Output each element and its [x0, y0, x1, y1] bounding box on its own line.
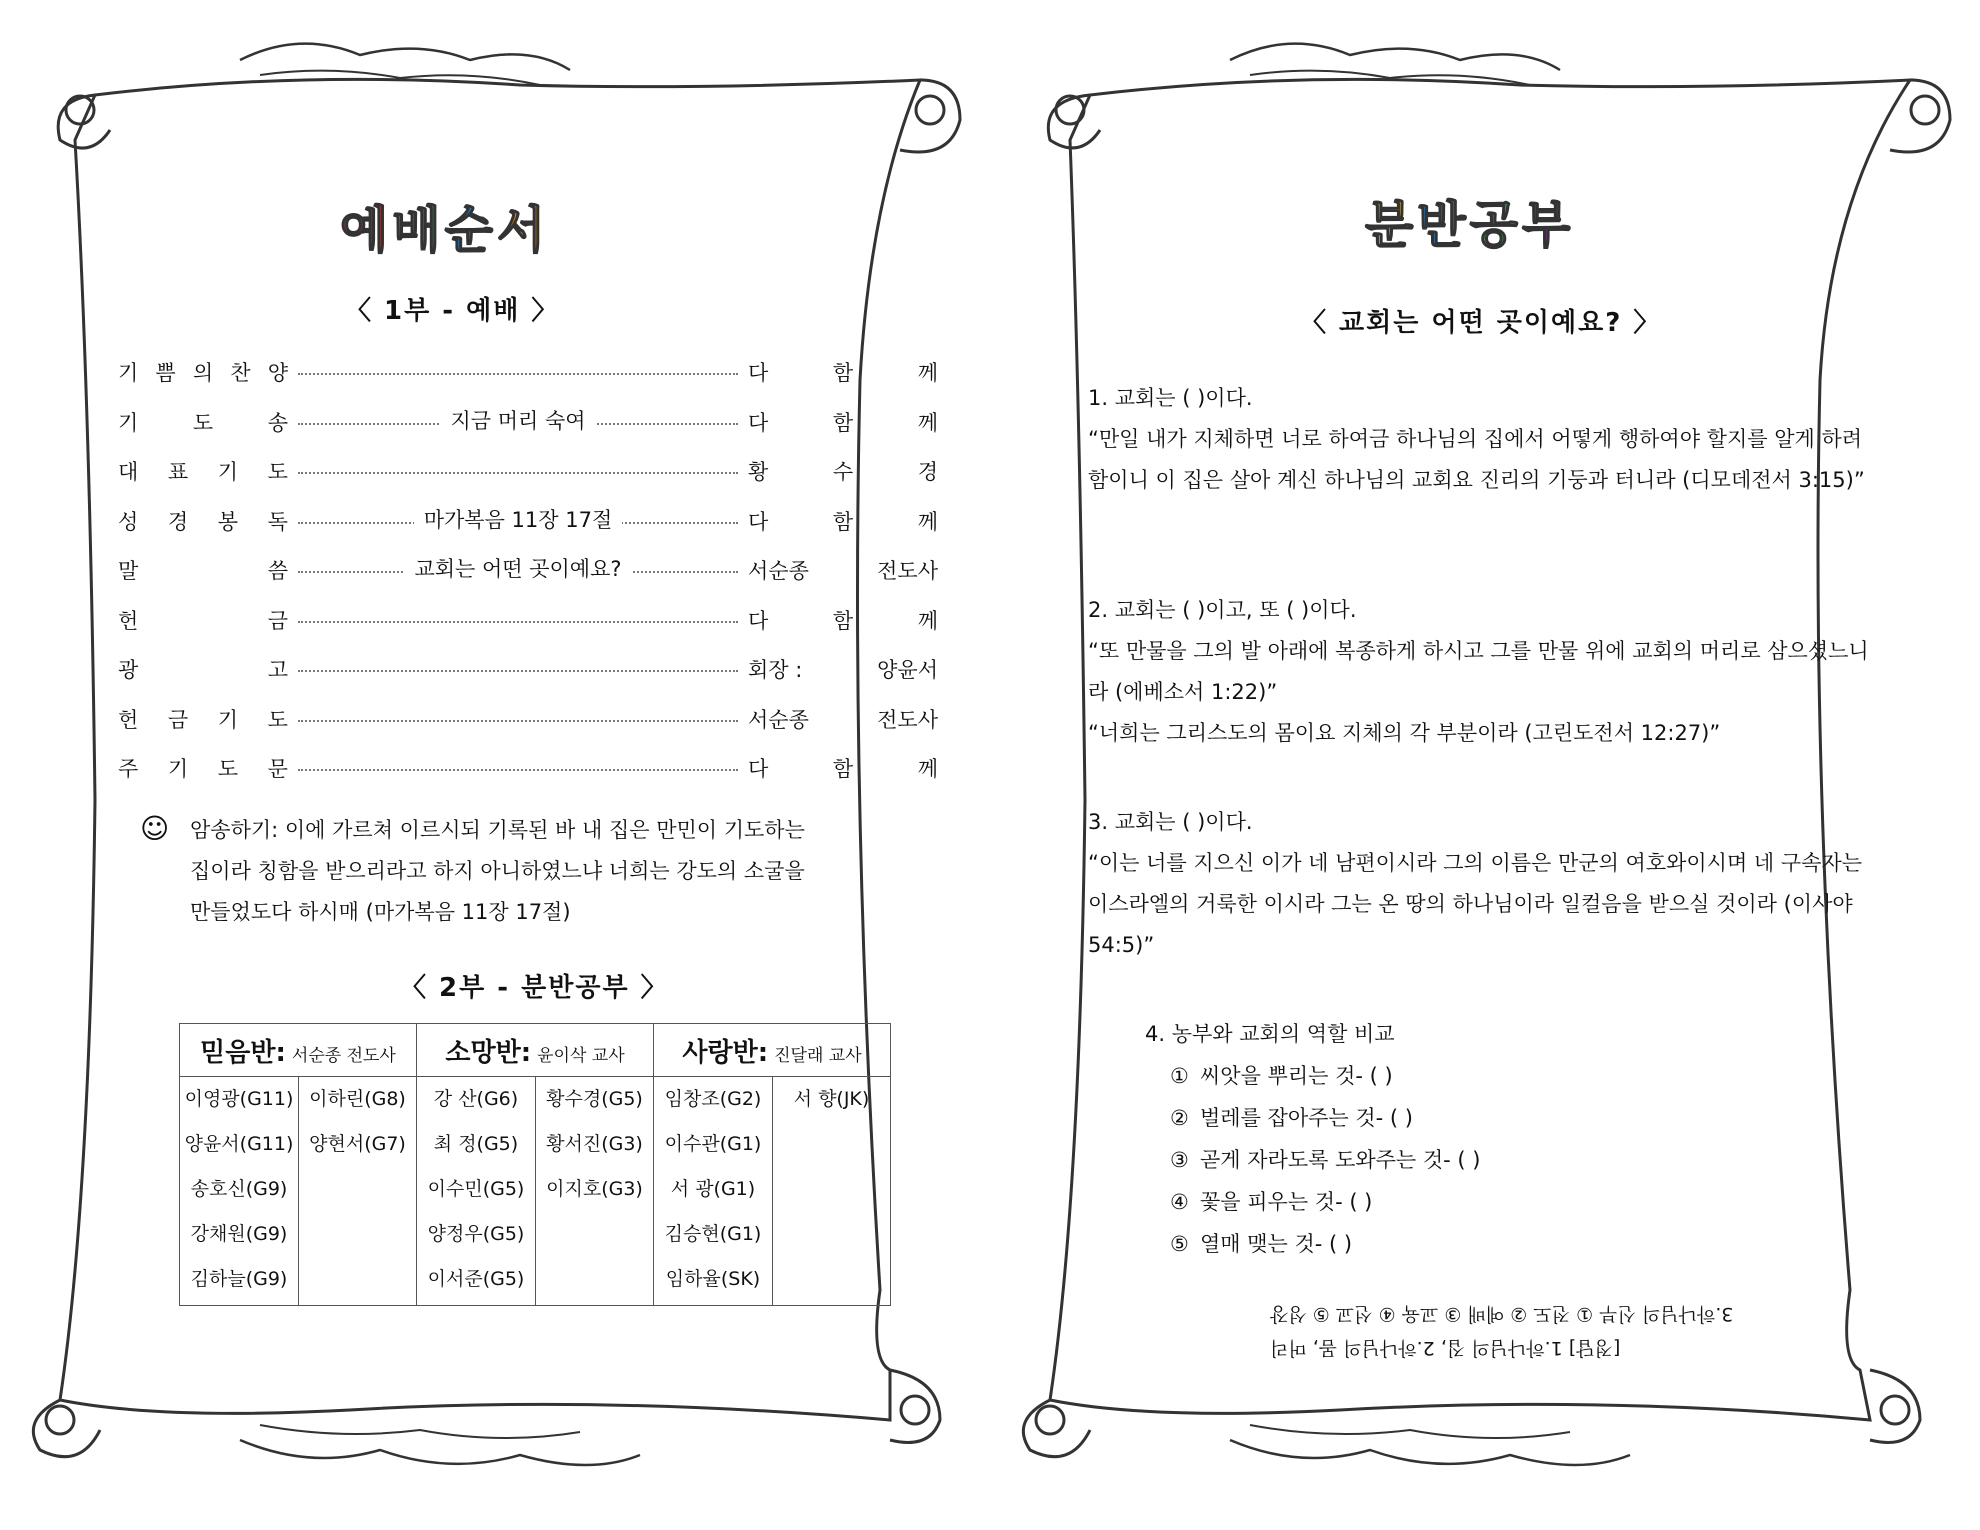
class-header	[180, 1024, 417, 1077]
order-row	[118, 456, 938, 496]
student-name: 이수민(G5)	[427, 1178, 525, 1200]
dotted-leader	[298, 472, 738, 474]
order-leader-part: 께	[917, 410, 938, 435]
order-detail	[298, 553, 738, 583]
order-label-char: 쁨	[155, 361, 176, 385]
title-char: 예	[340, 201, 393, 259]
student-name: 송호신(G9)	[190, 1178, 288, 1200]
role-item	[1170, 1223, 1481, 1265]
order-leader	[748, 555, 938, 585]
role-item	[1170, 1097, 1481, 1139]
order-label-char: 송	[267, 410, 288, 435]
order-label-char: 찬	[230, 361, 251, 385]
order-label-char: 금	[267, 608, 288, 633]
question-4	[1145, 1013, 1481, 1265]
question-2-head: 2. 교회는 ( )이고, 또 ( )이다.	[1088, 598, 1357, 622]
question-3-head: 3. 교회는 ( )이다.	[1088, 810, 1253, 834]
order-row	[118, 605, 938, 645]
question-4-items	[1145, 1055, 1481, 1265]
order-leader-part: 다	[748, 509, 769, 534]
student-name: 김승현(G1)	[664, 1223, 762, 1245]
order-label-char: 성	[118, 509, 139, 534]
order-leader-part: 전도사	[877, 559, 938, 583]
question-4-head: 4. 농부와 교회의 역할 비교	[1145, 1022, 1395, 1046]
order-label-char: 주	[118, 757, 139, 781]
class-teacher: 서순종 전도사	[291, 1045, 396, 1066]
class-header	[654, 1024, 891, 1077]
role-item	[1170, 1181, 1481, 1223]
answer-key	[1270, 1297, 1870, 1365]
dotted-leader	[298, 769, 738, 771]
order-leader-part: 께	[917, 608, 938, 633]
order-leader-part: 양윤서	[877, 658, 938, 682]
question-2	[1088, 590, 1888, 754]
student-name: 양정우(G5)	[427, 1223, 525, 1245]
student-name: 임하율(SK)	[665, 1268, 761, 1290]
order-leader-part: 함	[832, 361, 854, 385]
memory-verse	[140, 810, 825, 933]
order-row	[118, 704, 938, 744]
order-leader-part: 수	[832, 460, 854, 484]
order-leader	[748, 704, 938, 734]
order-leader-part: 서순종	[748, 707, 809, 732]
dotted-leader	[298, 621, 738, 623]
role-item-text: 꽃을 피우는 것- ( )	[1200, 1190, 1373, 1214]
question-3-verse: “이는 너를 지으신 이가 네 남편이시라 그의 이름은 만군의 여호와이시며 네 구속자는 이스라엘의 거룩한 이시라 그는 온 땅의 하나님이라 일컬음을 받으실 것이라 (이사야 54:5)”	[1088, 851, 1863, 957]
order-row	[118, 753, 938, 793]
order-label-char: 금	[167, 707, 189, 732]
class-teacher: 진달래 교사	[774, 1045, 862, 1066]
order-leader-part: 함	[832, 757, 854, 781]
student-name: 임창조(G2)	[664, 1088, 762, 1110]
student-name: 양윤서(G11)	[184, 1133, 294, 1155]
order-leader-part: 경	[917, 460, 938, 484]
part1-title: 〈 1부 - 예배 〉	[345, 296, 560, 326]
answer-line-1: [정답] 1.하나님의 집, 2.하나님의 몸, 머리	[1270, 1337, 1621, 1359]
question-2-verse: “또 만물을 그의 발 아래에 복종하게 하시고 그를 만물 위에 교회의 머리로 삼으셨느니라 (에베소서 1:22)”	[1088, 639, 1869, 704]
order-label-char: 도	[267, 707, 288, 732]
order-label-char: 고	[267, 658, 288, 682]
order-leader-part: 함	[832, 509, 854, 534]
student-name: 황서진(G3)	[546, 1133, 643, 1155]
order-row	[118, 654, 938, 694]
order-label-char: 헌	[118, 707, 139, 732]
order-row	[118, 506, 938, 546]
order-label	[118, 555, 288, 585]
order-label	[118, 357, 288, 387]
role-item-number: ⑤	[1170, 1232, 1189, 1256]
dotted-leader	[298, 373, 738, 375]
title-char: 분	[1365, 196, 1418, 254]
order-leader	[748, 506, 938, 536]
student-name: 이서준(G5)	[427, 1268, 525, 1290]
order-detail-text: 마가복음 11장 17절	[414, 508, 623, 532]
role-item-text: 곧게 자라도록 도와주는 것- ( )	[1200, 1148, 1481, 1172]
order-label-char: 씀	[267, 559, 288, 583]
order-leader-part: 회장 :	[748, 658, 803, 682]
student-name: 강 산(G6)	[433, 1088, 519, 1110]
class-name: 소망반:	[445, 1037, 532, 1068]
order-label-char: 기	[217, 707, 239, 732]
student-column	[654, 1077, 773, 1306]
dotted-leader	[298, 670, 738, 672]
question-1	[1088, 378, 1888, 501]
order-label-char: 양	[267, 361, 288, 385]
student-column	[536, 1077, 654, 1306]
order-leader-part: 께	[917, 361, 938, 385]
student-name: 서 광(G1)	[670, 1178, 756, 1200]
order-label-char: 기	[118, 410, 139, 435]
order-leader-part: 함	[832, 410, 854, 435]
student-name: 서 향(JK)	[793, 1088, 870, 1110]
order-label-char: 봉	[217, 509, 239, 534]
role-item-number: ①	[1170, 1064, 1189, 1088]
class-study-title	[1365, 185, 1574, 257]
order-label	[118, 506, 288, 536]
student-name: 김하늘(G9)	[190, 1268, 288, 1290]
class-header	[417, 1024, 654, 1077]
student-column	[417, 1077, 536, 1306]
question-1-verse: “만일 내가 지체하면 너로 하여금 하나님의 집에서 어떻게 행하여야 할지를 알게 하려 함이니 이 집은 살아 계신 하나님의 교회요 진리의 기둥과 터니라 (디모데전서 3:15)”	[1088, 427, 1865, 492]
student-column	[299, 1077, 417, 1306]
class-teacher: 윤이삭 교사	[537, 1045, 625, 1066]
lesson-title: 〈 교회는 어떤 곳이예요? 〉	[1300, 308, 1662, 338]
worship-order-title	[340, 190, 549, 262]
title-char: 순	[444, 201, 497, 259]
order-row	[118, 555, 938, 595]
order-leader-part: 께	[917, 757, 938, 781]
student-name: 이하린(G8)	[309, 1088, 406, 1110]
role-item	[1170, 1055, 1481, 1097]
role-item-number: ②	[1170, 1106, 1189, 1130]
order-label-char: 기	[118, 361, 139, 385]
student-name: 최 정(G5)	[433, 1133, 519, 1155]
student-name: 이지호(G3)	[546, 1178, 643, 1200]
question-2-verse2: “너희는 그리스도의 몸이요 지체의 각 부분이라 (고린도전서 12:27)”	[1088, 721, 1721, 745]
student-column	[773, 1077, 891, 1306]
order-detail	[298, 405, 738, 435]
class-name: 믿음반:	[200, 1037, 286, 1068]
order-leader-part: 다	[748, 410, 769, 435]
student-name: 강채원(G9)	[190, 1223, 288, 1245]
order-label-char: 광	[118, 658, 139, 682]
class-name: 사랑반:	[682, 1037, 769, 1068]
order-label-char: 표	[167, 460, 189, 484]
order-leader-part: 께	[917, 509, 938, 534]
order-row	[118, 357, 938, 397]
order-label-char: 경	[167, 509, 189, 534]
order-label-char: 기	[167, 757, 189, 781]
dotted-leader	[298, 720, 738, 722]
order-leader	[748, 753, 938, 783]
title-char: 공	[1469, 196, 1522, 254]
order-label-char: 헌	[118, 608, 139, 633]
role-item-text: 열매 맺는 것- ( )	[1200, 1232, 1353, 1256]
student-column	[180, 1077, 299, 1306]
order-label-char: 문	[267, 757, 288, 781]
order-leader	[748, 456, 938, 486]
student-name: 이영광(G11)	[184, 1088, 294, 1110]
order-label-char: 도	[267, 460, 288, 484]
question-1-head: 1. 교회는 ( )이다.	[1088, 386, 1253, 410]
memory-verse-text: 암송하기: 이에 가르쳐 이르시되 기록된 바 내 집은 만민이 기도하는 집이라 칭함을 받으리라고 하지 아니하였느냐 너희는 강도의 소굴을 만들었도다 하시매 (마가복음 11장 17절)	[190, 818, 805, 924]
order-label	[118, 753, 288, 783]
order-label-char: 도	[192, 410, 214, 435]
order-detail	[298, 504, 738, 534]
title-char: 부	[1521, 196, 1575, 254]
order-label	[118, 654, 288, 684]
order-leader	[748, 407, 938, 437]
order-leader-part: 전도사	[877, 707, 938, 732]
answer-line-2: 3.하나님의 신부 ① 전도 ② 예배 ③ 교육 ④ 선교 ⑤ 성장	[1270, 1303, 1734, 1325]
order-leader	[748, 605, 938, 635]
order-label-char: 말	[118, 559, 139, 583]
order-detail-text: 지금 머리 숙여	[440, 409, 595, 433]
order-label	[118, 407, 288, 437]
smiley-icon: ☺	[140, 812, 170, 845]
order-leader-part: 다	[748, 361, 769, 385]
title-char: 배	[392, 201, 445, 259]
title-char: 서	[496, 201, 550, 259]
order-label-char: 도	[217, 757, 239, 781]
class-table	[179, 1023, 891, 1306]
order-leader	[748, 654, 938, 684]
order-label	[118, 605, 288, 635]
order-leader	[748, 357, 938, 387]
role-item-text: 벌레를 잡아주는 것- ( )	[1200, 1106, 1413, 1130]
role-item-text: 씨앗을 뿌리는 것- ( )	[1200, 1064, 1393, 1088]
question-3	[1088, 802, 1888, 966]
part2-title: 〈 2부 - 분반공부 〉	[400, 973, 669, 1003]
order-leader-part: 서순종	[748, 559, 809, 583]
order-leader-part: 황	[748, 460, 769, 484]
order-label-char: 기	[217, 460, 239, 484]
order-row	[118, 407, 938, 447]
role-item-number: ④	[1170, 1190, 1189, 1214]
role-item-number: ③	[1170, 1148, 1189, 1172]
student-name: 황수경(G5)	[546, 1088, 643, 1110]
order-label	[118, 456, 288, 486]
order-leader-part: 함	[832, 608, 854, 633]
order-label-char: 대	[118, 460, 139, 484]
order-label	[118, 704, 288, 734]
order-label-char: 의	[192, 361, 214, 385]
title-char: 반	[1417, 196, 1470, 254]
student-name: 양현서(G7)	[309, 1133, 406, 1155]
student-name: 이수관(G1)	[664, 1133, 762, 1155]
order-label-char: 독	[267, 509, 288, 534]
order-leader-part: 다	[748, 608, 769, 633]
order-leader-part: 다	[748, 757, 769, 781]
order-detail-text: 교회는 어떤 곳이예요?	[404, 557, 631, 581]
role-item	[1170, 1139, 1481, 1181]
